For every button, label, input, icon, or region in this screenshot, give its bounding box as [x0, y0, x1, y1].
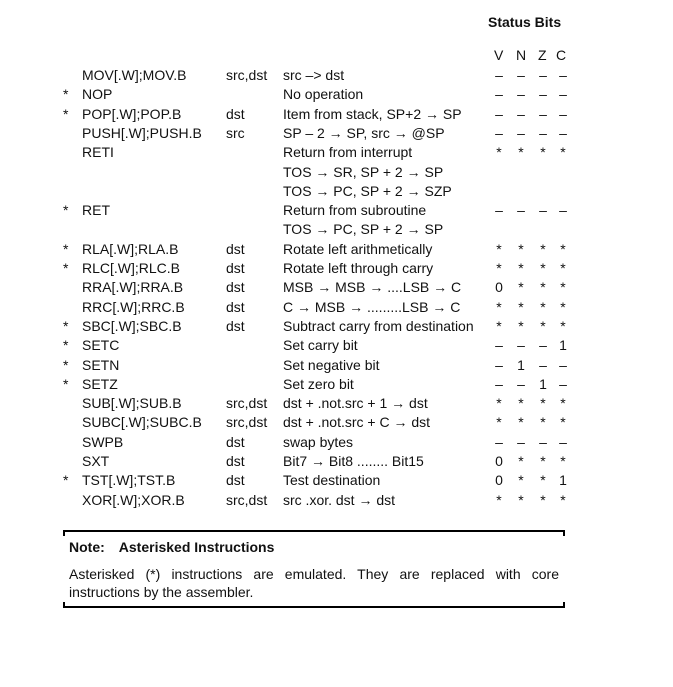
- note-top-rule: [63, 530, 565, 532]
- instruction-description: C → MSB → .........LSB → C: [283, 298, 461, 315]
- instruction-description: Bit7 → Bit8 ........ Bit15: [283, 453, 424, 469]
- asterisk-marker: *: [63, 202, 69, 219]
- instruction-description: Set zero bit: [283, 375, 354, 392]
- status-v: –: [495, 105, 503, 122]
- note-label: Note:: [69, 539, 105, 555]
- instruction-operands: src,dst: [226, 67, 268, 83]
- instruction-operands: dst: [226, 260, 245, 276]
- status-c: –: [559, 124, 567, 141]
- status-v: –: [495, 202, 503, 219]
- instruction-description: Return from interrupt: [283, 144, 413, 161]
- instruction-mnemonic: SETZ: [82, 375, 118, 392]
- flag-header-z: Z: [538, 47, 547, 63]
- status-z: *: [540, 298, 546, 315]
- status-n: *: [518, 279, 524, 296]
- instruction-operands: dst: [226, 298, 245, 315]
- status-z: *: [540, 144, 546, 161]
- asterisk-marker: *: [63, 337, 69, 354]
- instruction-operands: dst: [226, 472, 245, 489]
- instruction-mnemonic: PUSH[.W];PUSH.B: [82, 124, 202, 141]
- instruction-operands: src,dst: [226, 395, 268, 412]
- status-z: *: [540, 260, 546, 276]
- status-c: *: [560, 414, 566, 431]
- status-z: –: [539, 105, 547, 122]
- asterisk-marker: *: [63, 260, 69, 276]
- status-z: –: [539, 202, 547, 219]
- status-v: –: [495, 124, 503, 141]
- status-v: –: [495, 375, 503, 392]
- instruction-mnemonic: SBC[.W];SBC.B: [82, 317, 182, 334]
- status-v: *: [496, 317, 502, 334]
- status-c: –: [559, 433, 567, 450]
- status-n: *: [518, 395, 524, 412]
- status-c: –: [559, 67, 567, 83]
- status-n: –: [517, 124, 525, 141]
- status-c: *: [560, 298, 566, 315]
- status-v: –: [495, 337, 503, 354]
- status-n: *: [518, 298, 524, 315]
- status-n: *: [518, 240, 524, 257]
- status-n: –: [517, 375, 525, 392]
- status-v: *: [496, 144, 502, 161]
- asterisk-marker: *: [63, 375, 69, 392]
- status-z: –: [539, 337, 547, 354]
- instruction-operands: src: [226, 124, 245, 141]
- instruction-mnemonic: SETN: [82, 356, 120, 373]
- status-z: *: [540, 491, 546, 508]
- status-n: –: [517, 202, 525, 219]
- status-z: –: [539, 86, 547, 103]
- instruction-mnemonic: RET: [82, 202, 110, 219]
- status-c: *: [560, 260, 566, 276]
- instruction-description: No operation: [283, 86, 364, 103]
- instruction-description: Item from stack, SP+2 → SP: [283, 105, 462, 122]
- instruction-mnemonic: RRC[.W];RRC.B: [82, 298, 185, 315]
- asterisk-marker: *: [63, 240, 69, 257]
- instruction-mnemonic: SETC: [82, 337, 120, 354]
- instruction-mnemonic: RRA[.W];RRA.B: [82, 279, 184, 296]
- instruction-description: Test destination: [283, 472, 381, 489]
- instruction-mnemonic: RLC[.W];RLC.B: [82, 260, 181, 276]
- status-z: –: [539, 433, 547, 450]
- status-bits-title: Status Bits: [488, 14, 562, 30]
- instruction-description: src –> dst: [283, 67, 345, 83]
- instruction-mnemonic: NOP: [82, 86, 113, 103]
- asterisk-marker: *: [63, 472, 69, 489]
- flag-header-v: V: [494, 47, 504, 63]
- instruction-description: dst + .not.src + 1 → dst: [283, 395, 428, 412]
- asterisk-marker: *: [63, 86, 69, 103]
- status-n: *: [518, 260, 524, 276]
- instruction-mnemonic: POP[.W];POP.B: [82, 105, 182, 122]
- status-n: 1: [517, 356, 525, 373]
- instruction-operands: src,dst: [226, 491, 268, 508]
- status-n: –: [517, 67, 525, 83]
- status-z: –: [539, 356, 547, 373]
- status-v: *: [496, 491, 502, 508]
- status-v: *: [496, 240, 502, 257]
- status-c: *: [560, 317, 566, 334]
- status-z: –: [539, 124, 547, 141]
- instruction-description: SP – 2 → SP, src → @SP: [283, 124, 445, 141]
- status-v: –: [495, 433, 503, 450]
- status-n: *: [518, 472, 524, 489]
- status-v: *: [496, 298, 502, 315]
- instruction-mnemonic: SWPB: [82, 433, 124, 450]
- instruction-description: MSB → MSB → ....LSB → C: [283, 279, 462, 296]
- instruction-mnemonic: TST[.W];TST.B: [82, 472, 176, 489]
- status-n: *: [518, 144, 524, 161]
- status-v: 0: [495, 279, 503, 296]
- instruction-description: TOS → PC, SP + 2 → SZP: [283, 182, 452, 199]
- status-n: *: [518, 491, 524, 508]
- status-c: *: [560, 395, 566, 412]
- instruction-mnemonic: SUBC[.W];SUBC.B: [82, 414, 202, 431]
- instruction-operands: src,dst: [226, 414, 268, 431]
- status-c: *: [560, 279, 566, 296]
- status-n: –: [517, 86, 525, 103]
- status-n: –: [517, 337, 525, 354]
- status-v: –: [495, 86, 503, 103]
- status-z: *: [540, 240, 546, 257]
- instruction-description: swap bytes: [283, 433, 354, 450]
- asterisk-marker: *: [63, 356, 69, 373]
- status-z: –: [539, 67, 547, 83]
- instruction-mnemonic: XOR[.W];XOR.B: [82, 491, 185, 508]
- status-v: –: [495, 67, 503, 83]
- instruction-description: Set negative bit: [283, 356, 380, 373]
- flag-header-c: C: [556, 47, 567, 63]
- status-n: *: [518, 453, 524, 469]
- status-v: *: [496, 414, 502, 431]
- status-n: –: [517, 433, 525, 450]
- instruction-operands: dst: [226, 279, 245, 296]
- status-v: 0: [495, 453, 503, 469]
- instruction-description: TOS → PC, SP + 2 → SP: [283, 221, 444, 238]
- status-v: *: [496, 395, 502, 412]
- asterisk-marker: *: [63, 317, 69, 334]
- status-z: *: [540, 279, 546, 296]
- instruction-description: Subtract carry from destination: [283, 317, 474, 334]
- instruction-description: src .xor. dst → dst: [283, 491, 396, 508]
- status-c: 1: [559, 472, 567, 489]
- status-n: –: [517, 105, 525, 122]
- instruction-operands: dst: [226, 433, 245, 450]
- instruction-operands: dst: [226, 453, 245, 469]
- asterisk-marker: *: [63, 105, 69, 122]
- instruction-mnemonic: SUB[.W];SUB.B: [82, 395, 182, 412]
- flag-header-n: N: [516, 47, 527, 63]
- instruction-mnemonic: RLA[.W];RLA.B: [82, 240, 179, 257]
- status-z: *: [540, 317, 546, 334]
- note-box: [63, 530, 565, 608]
- note-heading: [69, 539, 274, 555]
- instruction-mnemonic: MOV[.W];MOV.B: [82, 67, 187, 83]
- status-c: –: [559, 375, 567, 392]
- status-n: *: [518, 317, 524, 334]
- note-text: Asterisked (*) instructions are emulated. They are replaced with core instructions by the assembler.: [69, 566, 559, 600]
- instruction-description: Return from subroutine: [283, 202, 427, 219]
- status-c: *: [560, 491, 566, 508]
- status-c: *: [560, 144, 566, 161]
- instruction-description: dst + .not.src + C → dst: [283, 414, 431, 431]
- status-c: *: [560, 240, 566, 257]
- instruction-mnemonic: RETI: [82, 144, 114, 161]
- instruction-description: TOS → SR, SP + 2 → SP: [283, 163, 444, 180]
- status-v: 0: [495, 472, 503, 489]
- status-c: *: [560, 453, 566, 469]
- note-bottom-rule: [63, 606, 565, 608]
- status-z: *: [540, 414, 546, 431]
- instruction-description: Rotate left through carry: [283, 260, 434, 276]
- status-z: *: [540, 395, 546, 412]
- status-v: *: [496, 260, 502, 276]
- status-z: 1: [539, 375, 547, 392]
- instruction-operands: dst: [226, 317, 245, 334]
- status-z: *: [540, 453, 546, 469]
- status-c: –: [559, 105, 567, 122]
- instruction-description: Rotate left arithmetically: [283, 240, 433, 257]
- instruction-operands: dst: [226, 105, 245, 122]
- instruction-description: Set carry bit: [283, 337, 358, 354]
- status-z: *: [540, 472, 546, 489]
- note-title: Asterisked Instructions: [118, 539, 275, 555]
- status-c: 1: [559, 337, 567, 354]
- status-c: –: [559, 86, 567, 103]
- status-c: –: [559, 202, 567, 219]
- status-c: –: [559, 356, 567, 373]
- instruction-mnemonic: SXT: [82, 453, 110, 469]
- status-n: *: [518, 414, 524, 431]
- instruction-operands: dst: [226, 240, 245, 257]
- status-v: –: [495, 356, 503, 373]
